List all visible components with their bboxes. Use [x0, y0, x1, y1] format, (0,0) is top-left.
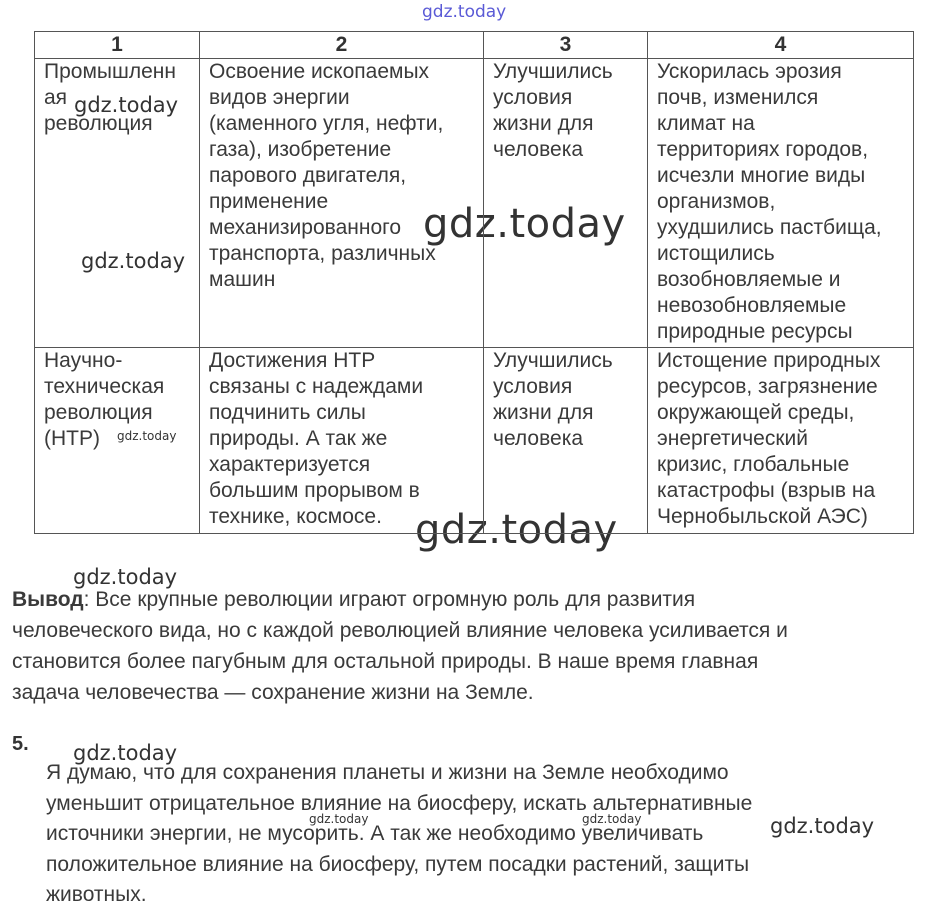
conclusion-label: Вывод — [12, 588, 84, 611]
watermark-row2-left: gdz.today — [117, 429, 177, 443]
table-row — [35, 348, 914, 534]
watermark-task5: gdz.today — [73, 741, 178, 765]
table-cell: Улучшились условия жизни для человека — [484, 59, 648, 348]
table-cell: Истощение природных ресурсов, загрязнение окружающей среды, энергетический кризис, глобальные катастрофы (взрыв на Чернобыльской АЭС) — [648, 348, 914, 534]
table-cell: Освоение ископаемых видов энергии (каменного угля, нефти, газа), изобретение парового двигателя, применение механизированного транспорта, различных машин — [200, 59, 484, 348]
conclusion-line: задача человечества — сохранение жизни на Земле. — [12, 681, 534, 704]
table-cell: Научно- техническая революция (НТР) — [35, 348, 200, 534]
watermark-conclusion: gdz.today — [73, 565, 178, 589]
table-cell: Улучшились условия жизни для человека — [484, 348, 648, 534]
watermark-row2-center: gdz.today — [415, 507, 618, 553]
task5-line: источники энергии, не мусорить. А так же необходимо увеличивать — [46, 822, 704, 845]
conclusion-line: человеческого вида, но с каждой революцией влияние человека усиливается и — [12, 619, 788, 642]
column-header: 4 — [648, 32, 914, 59]
table-cell: Достижения НТР связаны с надеждами подчинить силы природы. А так же характеризуется большим прорывом в технике, космосе. — [200, 348, 484, 534]
table-cell: Ускорилась эрозия почв, изменился климат на территориях городов, исчезли многие виды организмов, ухудшились пастбища, истощились возобновляемые и невозобновляемые природные ресурсы — [648, 59, 914, 348]
column-header: 1 — [35, 32, 200, 59]
task5-line: положительное влияние на биосферу, путем посадки растений, защиты — [46, 852, 750, 876]
table-row — [35, 59, 914, 348]
task5-line: уменьшит отрицательное влияние на биосферу, искать альтернативные — [46, 791, 753, 815]
column-header: 3 — [484, 32, 648, 59]
table-cell: Промышленн ая революция — [35, 59, 200, 348]
watermark-task5-small-1: gdz.today — [309, 812, 369, 826]
watermark-row1-left-lower: gdz.today — [81, 249, 186, 273]
task5-line: Я думаю, что для сохранения планеты и жизни на Земле необходимо — [46, 761, 729, 784]
conclusion-line: становится более пагубным для остальной природы. В наше время главная — [12, 650, 759, 673]
watermark-task5-small-2: gdz.today — [582, 812, 642, 826]
conclusion-paragraph — [12, 584, 788, 708]
task5-line: животных. — [46, 883, 147, 906]
watermark-task5-right: gdz.today — [770, 814, 875, 838]
watermark-row1-center: gdz.today — [423, 201, 626, 247]
column-header: 2 — [200, 32, 484, 59]
task-number: 5. — [12, 733, 29, 755]
table-header-row — [35, 32, 914, 59]
revolutions-table — [34, 31, 914, 534]
conclusion-first-line: Вывод: Все крупные революции играют огромную роль для развития — [12, 588, 696, 611]
watermark-top: gdz.today — [422, 2, 507, 22]
task5-paragraph — [46, 758, 752, 911]
watermark-row1-left: gdz.today — [74, 93, 179, 117]
